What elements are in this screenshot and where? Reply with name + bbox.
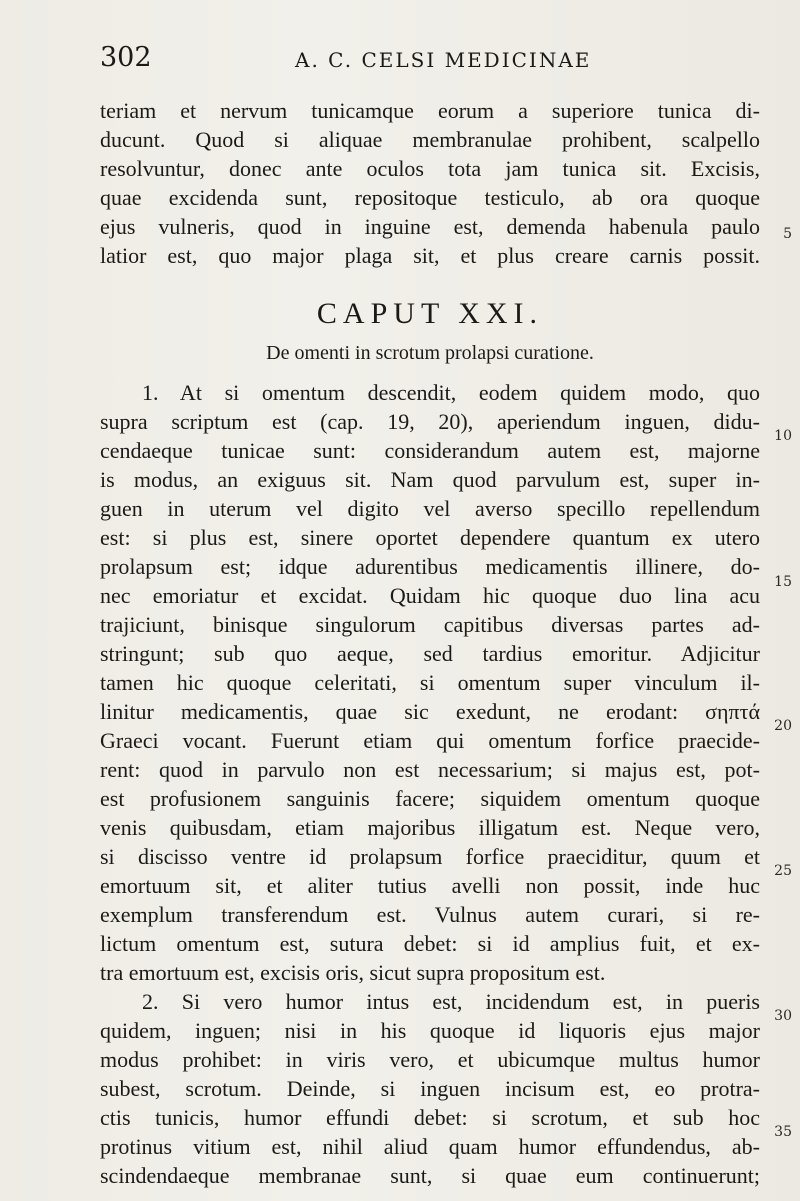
chapter-title: CAPUT XXI. bbox=[316, 297, 544, 330]
text-line: rent: quod in parvulo non est necessarium; si majus est, pot- bbox=[100, 757, 760, 782]
text-line: modus prohibet: in viris vero, et ubicumque multus humor bbox=[100, 1047, 760, 1072]
text-line: guen in uterum vel digito vel averso specillo repellendum bbox=[100, 496, 760, 521]
margin-line-number: 35 bbox=[774, 1124, 792, 1140]
text-line: emortuum sit, et aliter tutius avelli non possit, inde huc bbox=[100, 873, 760, 898]
margin-line-number: 20 bbox=[774, 718, 792, 734]
text-line: ducunt. Quod si aliquae membranulae prohibent, scalpello bbox=[100, 127, 760, 152]
text-line: 2. Si vero humor intus est, incidendum est, in pueris bbox=[142, 989, 760, 1014]
text-line: trajiciunt, binisque singulorum capitibus diversas partes ad- bbox=[100, 612, 760, 637]
margin-line-number: 10 bbox=[774, 428, 792, 444]
text-line: ejus vulneris, quod in inguine est, demenda habenula paulo bbox=[100, 214, 760, 239]
running-head bbox=[100, 42, 780, 76]
text-line: 1. At si omentum descendit, eodem quidem modo, quo bbox=[142, 380, 760, 405]
text-line: stringunt; sub quo aeque, sed tardius emoritur. Adjicitur bbox=[100, 641, 760, 666]
text-line: venis quibusdam, etiam majoribus illigatum est. Neque vero, bbox=[100, 815, 760, 840]
margin-line-number: 5 bbox=[783, 226, 792, 242]
text-line: scindendaeque membranae sunt, si quae eum continuerunt; bbox=[100, 1163, 760, 1188]
text-line: latior est, quo major plaga sit, et plus creare carnis possit. bbox=[100, 243, 760, 268]
text-line: si discisso ventre id prolapsum forfice praeciditur, quum et bbox=[100, 844, 760, 869]
text-line: supra scriptum est (cap. 19, 20), aperiendum inguen, didu- bbox=[100, 409, 760, 434]
text-line: is modus, an exiguus sit. Nam quod parvulum est, super in- bbox=[100, 467, 760, 492]
text-line: protinus vitium est, nihil aliud quam humor effundendus, ab- bbox=[100, 1134, 760, 1159]
text-line: quae excidenda sunt, repositoque testiculo, ab ora quoque bbox=[100, 185, 760, 210]
text-line: teriam et nervum tunicamque eorum a superiore tunica di- bbox=[100, 98, 760, 123]
text-line: nec emoriatur et excidat. Quidam hic quoque duo lina acu bbox=[100, 583, 760, 608]
text-line: tra emortuum est, excisis oris, sicut supra propositum est. bbox=[100, 960, 606, 985]
text-line: est profusionem sanguinis facere; siquidem omentum quoque bbox=[100, 786, 760, 811]
text-line: subest, scrotum. Deinde, si inguen incisum est, eo protra- bbox=[100, 1076, 760, 1101]
text-line: est: si plus est, sinere oportet dependere quantum ex utero bbox=[100, 525, 760, 550]
text-line: cendaeque tunicae sunt: considerandum autem est, majorne bbox=[100, 438, 760, 463]
chapter-subtitle: De omenti in scrotum prolapsi curatione. bbox=[266, 342, 594, 364]
text-block bbox=[100, 96, 760, 1190]
text-line: resolvuntur, donec ante oculos tota jam tunica sit. Excisis, bbox=[100, 156, 760, 181]
margin-line-number: 30 bbox=[774, 1008, 792, 1024]
page-number: 302 bbox=[100, 42, 152, 73]
text-line: tamen hic quoque celeritati, si omentum super vinculum il- bbox=[100, 670, 760, 695]
text-line: Graeci vocant. Fuerunt etiam qui omentum forfice praecide- bbox=[100, 728, 760, 753]
text-line: prolapsum est; idque adurentibus medicamentis illinere, do- bbox=[100, 554, 760, 579]
margin-line-number: 15 bbox=[774, 574, 792, 590]
text-line: quidem, inguen; nisi in his quoque id liquoris ejus major bbox=[100, 1018, 760, 1043]
text-line: ctis tunicis, humor effundi debet: si scrotum, et sub hoc bbox=[100, 1105, 760, 1130]
margin-line-number: 25 bbox=[774, 863, 792, 879]
running-title: A. C. CELSI MEDICINAE bbox=[295, 48, 592, 72]
text-line: lictum omentum est, sutura debet: si id amplius fuit, et ex- bbox=[100, 931, 760, 956]
text-line: exemplum transferendum est. Vulnus autem curari, si re- bbox=[100, 902, 760, 927]
text-line: linitur medicamentis, quae sic exedunt, ne erodant: σηπτά bbox=[100, 699, 760, 724]
